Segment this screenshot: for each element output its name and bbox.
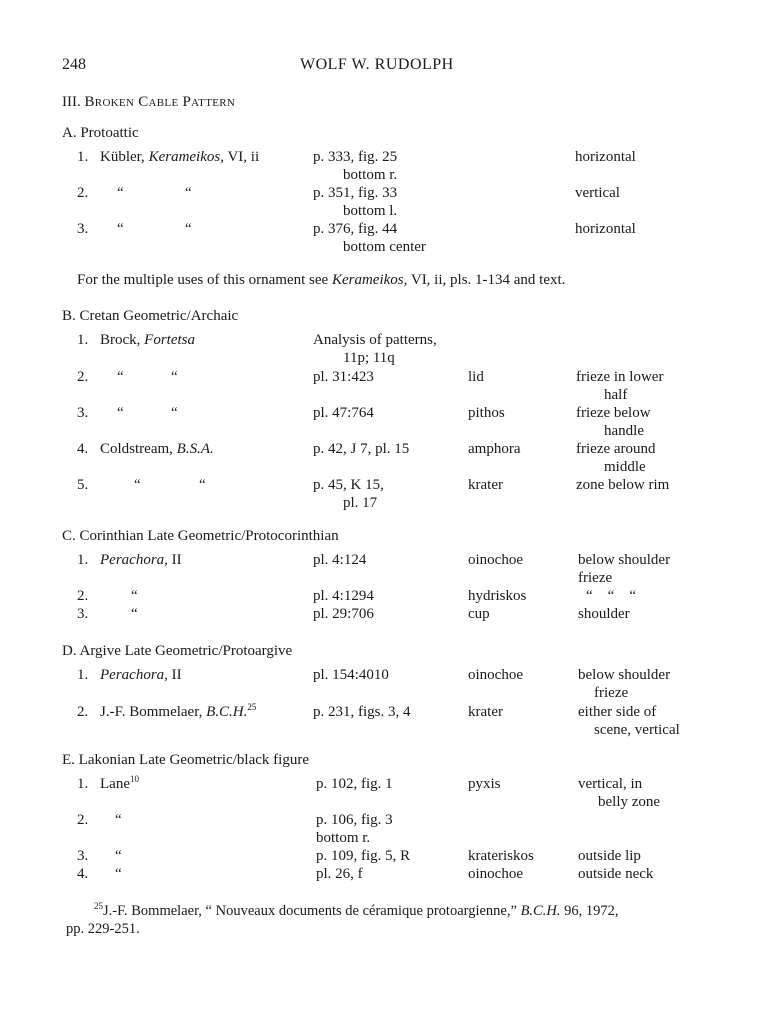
ditto-mark: “ xyxy=(117,405,124,421)
entry-description: frieze in lower xyxy=(576,369,664,385)
entry-shape: oinochoe xyxy=(468,667,523,683)
entry-number: 3. xyxy=(77,848,89,864)
ditto-mark: “ xyxy=(171,405,178,421)
ditto-mark: “ xyxy=(117,185,124,201)
entry-description: vertical xyxy=(575,185,620,201)
entry-description: shoulder xyxy=(578,606,630,622)
entry-description: vertical, in xyxy=(578,776,643,792)
entry-reference-cont: bottom l. xyxy=(343,203,398,219)
page-number: 248 xyxy=(62,56,86,73)
entry-shape: krater xyxy=(468,477,503,493)
entry-reference: p. 231, figs. 3, 4 xyxy=(313,704,411,720)
subsection-heading-a: A. Protoattic xyxy=(62,125,139,141)
ditto-mark: “ xyxy=(199,477,206,493)
footnote-line-2: pp. 229-251. xyxy=(66,921,140,937)
entry-number: 1. xyxy=(77,552,89,568)
entry-reference: p. 45, K 15, xyxy=(313,477,384,493)
entry-shape: krater xyxy=(468,704,503,720)
entry-reference-cont: bottom r. xyxy=(316,830,371,846)
entry-shape: amphora xyxy=(468,441,521,457)
entry-shape: hydriskos xyxy=(468,588,527,604)
entry-reference: pl. 154:4010 xyxy=(313,667,389,683)
entry-reference-cont: bottom center xyxy=(343,239,426,255)
entry-number: 1. xyxy=(77,332,89,348)
ditto-mark: “ xyxy=(185,221,192,237)
entry-reference: p. 106, fig. 3 xyxy=(316,812,393,828)
entry-reference: p. 351, fig. 33 xyxy=(313,185,398,201)
entry-number: 1. xyxy=(77,776,89,792)
entry-description: frieze below xyxy=(576,405,651,421)
entry-number: 2. xyxy=(77,369,89,385)
entry-citation: Kübler, Kerameikos, VI, ii xyxy=(100,149,260,165)
entry-reference: pl. 47:764 xyxy=(313,405,374,421)
entry-reference: p. 376, fig. 44 xyxy=(313,221,398,237)
entry-shape: pyxis xyxy=(468,776,501,792)
entry-description-ditto: “ “ “ xyxy=(586,588,636,604)
entry-description-cont: handle xyxy=(604,423,644,439)
entry-number: 1. xyxy=(77,149,89,165)
subsection-heading-d: D. Argive Late Geometric/Protoargive xyxy=(62,643,293,659)
subsection-heading-e: E. Lakonian Late Geometric/black figure xyxy=(62,752,309,768)
subsection-heading-b: B. Cretan Geometric/Archaic xyxy=(62,308,239,324)
entry-reference: Analysis of patterns, xyxy=(313,332,437,348)
ditto-mark: “ xyxy=(185,185,192,201)
entry-reference: pl. 31:423 xyxy=(313,369,374,385)
ditto-mark: “ xyxy=(115,866,122,882)
entry-number: 4. xyxy=(77,441,89,457)
ditto-mark: “ xyxy=(117,369,124,385)
entry-description-cont: middle xyxy=(604,459,646,475)
entry-description-cont: scene, vertical xyxy=(594,722,680,738)
entry-description-cont: frieze xyxy=(594,685,629,701)
entry-description: outside lip xyxy=(578,848,641,864)
entry-citation: Perachora, II xyxy=(100,552,182,568)
entry-description: horizontal xyxy=(575,221,636,237)
entry-number: 5. xyxy=(77,477,89,493)
entry-shape: pithos xyxy=(468,405,505,421)
entry-shape: cup xyxy=(468,606,490,622)
section-numeral: III. xyxy=(62,94,81,110)
entry-shape: krateriskos xyxy=(468,848,534,864)
ditto-mark: “ xyxy=(171,369,178,385)
entry-number: 2. xyxy=(77,812,89,828)
entry-reference: p. 333, fig. 25 xyxy=(313,149,398,165)
ditto-mark: “ xyxy=(115,812,122,828)
ditto-mark: “ xyxy=(134,477,141,493)
entry-description: horizontal xyxy=(575,149,636,165)
entry-citation: Coldstream, B.S.A. xyxy=(100,441,214,457)
ditto-mark: “ xyxy=(131,588,138,604)
entry-reference: pl. 4:124 xyxy=(313,552,367,568)
entry-description: below shoulder xyxy=(578,667,671,683)
ditto-mark: “ xyxy=(115,848,122,864)
entry-reference: pl. 29:706 xyxy=(313,606,374,622)
entry-shape: oinochoe xyxy=(468,866,523,882)
entry-description: zone below rim xyxy=(576,477,670,493)
entry-reference-cont: bottom r. xyxy=(343,167,398,183)
entry-reference: p. 102, fig. 1 xyxy=(316,776,393,792)
footnote-ref: 10 xyxy=(129,774,139,784)
ornament-note: For the multiple uses of this ornament see Kerameikos, VI, ii, pls. 1-134 and text. xyxy=(77,272,566,288)
entry-description: either side of xyxy=(578,704,657,720)
entry-shape: lid xyxy=(468,369,484,385)
entry-number: 4. xyxy=(77,866,89,882)
entry-number: 3. xyxy=(77,606,89,622)
footnote-ref: 25 xyxy=(247,702,257,712)
entry-reference: pl. 4:1294 xyxy=(313,588,374,604)
entry-reference-cont: 11p; 11q xyxy=(343,350,395,366)
entry-citation: J.-F. Bommelaer, B.C.H.$^{25}$ xyxy=(100,702,257,720)
ditto-mark: “ xyxy=(117,221,124,237)
entry-description: outside neck xyxy=(578,866,654,882)
entry-citation: Lane$^{10}$ xyxy=(100,774,139,792)
entry-number: 2. xyxy=(77,185,89,201)
entry-shape: oinochoe xyxy=(468,552,523,568)
entry-citation: Perachora, II xyxy=(100,667,182,683)
subsection-heading-c: C. Corinthian Late Geometric/Protocorinthian xyxy=(62,528,339,544)
footnote-line-1: $^{25}$J.-F. Bommelaer, “ Nouveaux documents de céramique protoargienne,” B.C.H. 96, 1972, xyxy=(94,901,619,919)
entry-description-cont: belly zone xyxy=(598,794,661,810)
entry-description-cont: frieze xyxy=(578,570,613,586)
section-title: Broken Cable Pattern xyxy=(84,94,236,110)
section-heading xyxy=(62,93,235,111)
entry-number: 2. xyxy=(77,704,89,720)
entry-number: 1. xyxy=(77,667,89,683)
ditto-mark: “ xyxy=(131,606,138,622)
entry-description: below shoulder xyxy=(578,552,671,568)
entry-reference: p. 109, fig. 5, R xyxy=(316,848,411,864)
entry-description-cont: half xyxy=(604,387,628,403)
entry-reference-cont: pl. 17 xyxy=(343,495,378,511)
entry-reference: p. 42, J 7, pl. 15 xyxy=(313,441,410,457)
footnote-number: 25 xyxy=(94,901,103,911)
entry-number: 2. xyxy=(77,588,89,604)
entry-description: frieze around xyxy=(576,441,656,457)
running-head: WOLF W. RUDOLPH xyxy=(300,56,454,73)
entry-reference: pl. 26, f xyxy=(316,866,363,882)
entry-number: 3. xyxy=(77,405,89,421)
entry-citation: Brock, Fortetsa xyxy=(100,332,196,348)
entry-number: 3. xyxy=(77,221,89,237)
